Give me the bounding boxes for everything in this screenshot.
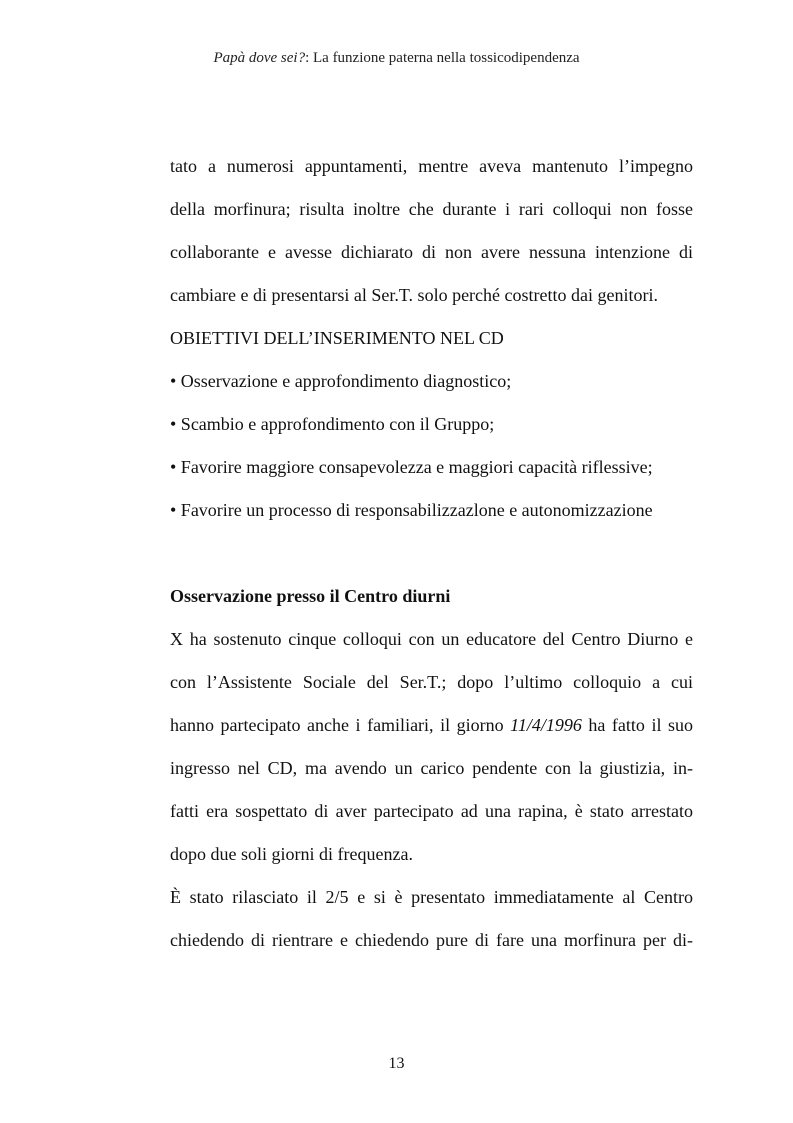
text-line: chiedendo di rientrare e chiedendo pure di fare una morfinura per di- xyxy=(170,930,693,950)
text-line: cambiare e di presentarsi al Ser.T. solo perché costretto dai genitori. xyxy=(170,285,658,305)
text-line: tato a numerosi appuntamenti, mentre aveva mantenuto l’impegno xyxy=(170,156,693,176)
objective-item: • Favorire maggiore consapevolezza e maggiori capacità riflessive; xyxy=(170,457,653,477)
text-line: della morfinura; risulta inoltre che durante i rari colloqui non fosse xyxy=(170,199,693,219)
section-heading: Osservazione presso il Centro diurni xyxy=(170,586,451,606)
text-fragment: ha fatto il suo xyxy=(581,715,693,735)
page-number: 13 xyxy=(388,1055,405,1072)
text-line: È stato rilasciato il 2/5 e si è presentato immediatamente al Centro xyxy=(170,887,693,907)
text-line: fatti era sospettato di aver partecipato ad una rapina, è stato arrestato xyxy=(170,801,693,821)
header-title-rest: : La funzione paterna nella tossicodipendenza xyxy=(305,50,580,66)
running-header xyxy=(0,50,793,67)
objective-item: • Osservazione e approfondimento diagnostico; xyxy=(170,371,512,391)
text-line: X ha sostenuto cinque colloqui con un educatore del Centro Diurno e xyxy=(170,629,693,649)
header-title-italic: Papà dove sei? xyxy=(213,50,306,66)
text-line: con l’Assistente Sociale del Ser.T.; dopo l’ultimo colloquio a cui xyxy=(170,672,693,692)
objective-item: • Scambio e approfondimento con il Gruppo; xyxy=(170,414,495,434)
page-body xyxy=(170,145,693,962)
objective-item: • Favorire un processo di responsabilizzazlone e autonomizzazione xyxy=(170,500,653,520)
text-fragment: hanno partecipato anche i familiari, il giorno xyxy=(170,715,511,735)
objectives-title: OBIETTIVI DELL’INSERIMENTO NEL CD xyxy=(170,328,504,348)
text-line: collaborante e avesse dichiarato di non avere nessuna intenzione di xyxy=(170,242,693,262)
text-line-with-date xyxy=(170,704,693,747)
date-italic: 11/4/1996 xyxy=(510,715,582,735)
text-line: dopo due soli giorni di frequenza. xyxy=(170,844,413,864)
text-line: ingresso nel CD, ma avendo un carico pendente con la giustizia, in- xyxy=(170,758,693,778)
